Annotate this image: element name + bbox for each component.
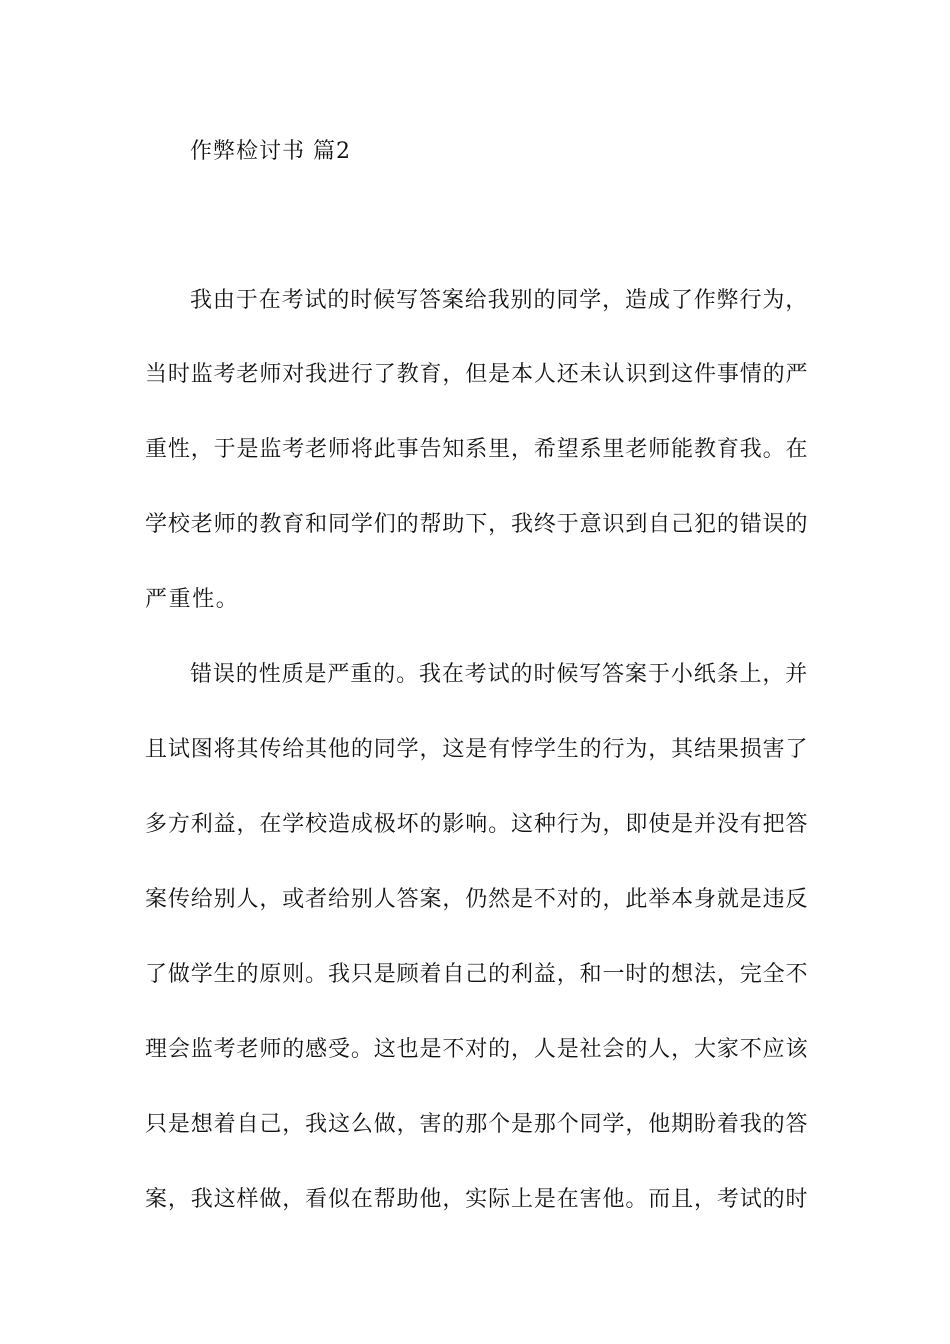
paragraph-line: 重性，于是监考老师将此事告知系里，希望系里老师能教育我。在 [145,437,809,462]
paragraph-line: 当时监考老师对我进行了教育，但是本人还未认识到这件事情的严 [145,362,809,387]
paragraph-line: 了做学生的原则。我只是顾着自己的利益，和一时的想法，完全不 [145,962,809,987]
paragraph-line: 且试图将其传给其他的同学，这是有悖学生的行为，其结果损害了 [145,737,809,762]
paragraph-line: 错误的性质是严重的。我在考试的时候写答案于小纸条上，并 [190,662,809,687]
paragraph-line: 理会监考老师的感受。这也是不对的，人是社会的人，大家不应该 [145,1037,809,1062]
paragraph-line: 我由于在考试的时候写答案给我别的同学，造成了作弊行为， [190,288,809,313]
paragraph-line: 案传给别人，或者给别人答案，仍然是不对的，此举本身就是违反 [145,887,809,912]
paragraph-line: 只是想着自己，我这么做，害的那个是那个同学，他期盼着我的答 [145,1112,809,1137]
document-heading: 作弊检讨书 篇2 [190,139,351,164]
paragraph-line: 严重性。 [145,587,240,612]
paragraph-line: 学校老师的教育和同学们的帮助下，我终于意识到自己犯的错误的 [145,512,809,537]
paragraph-line: 案，我这样做，看似在帮助他，实际上是在害他。而且，考试的时 [145,1187,809,1212]
paragraph-line: 多方利益，在学校造成极坏的影响。这种行为，即使是并没有把答 [145,812,809,837]
